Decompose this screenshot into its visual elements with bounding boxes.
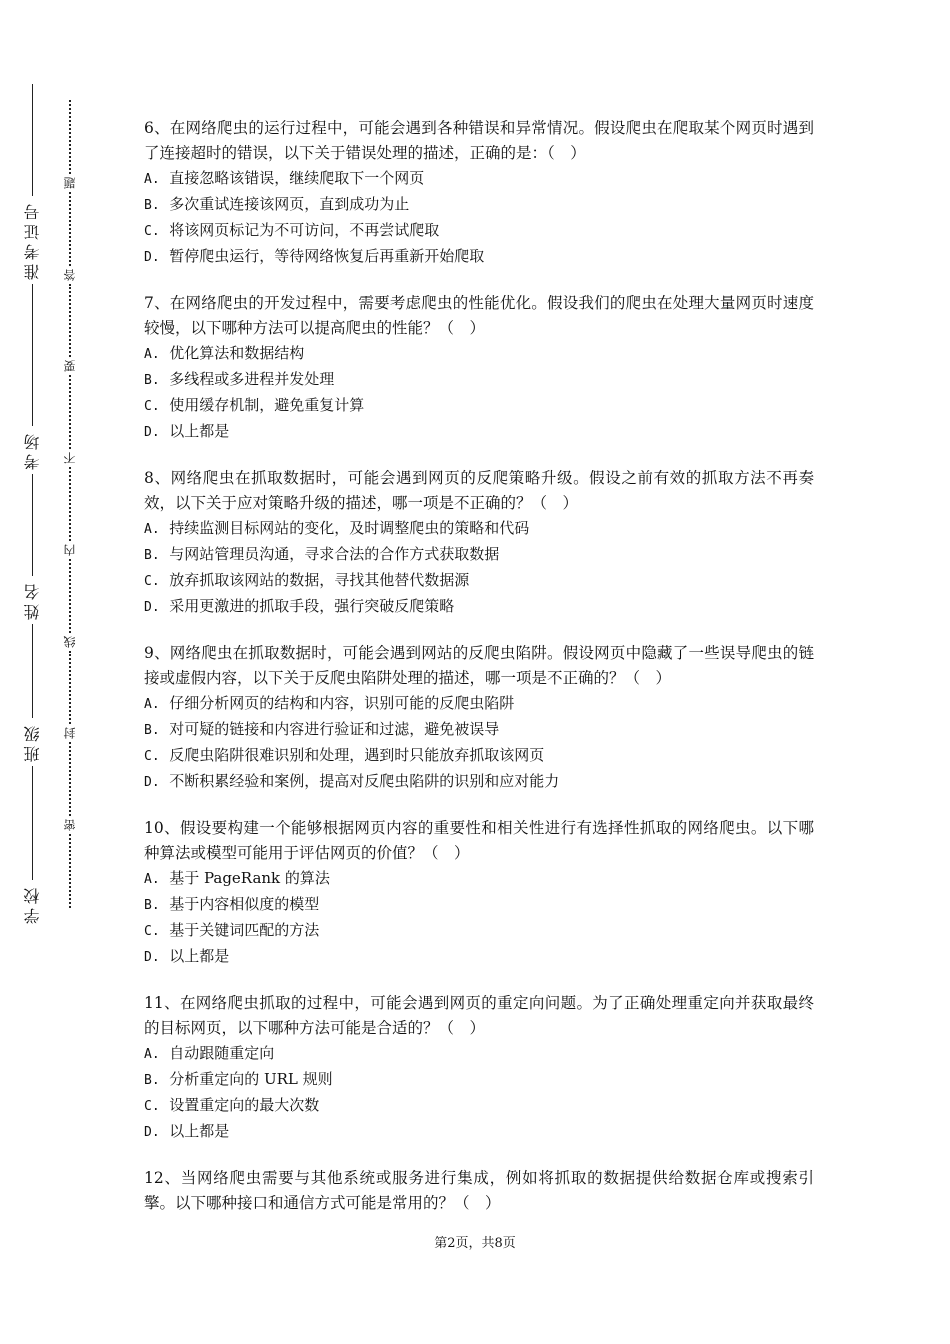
seal-char: 封 [63,727,77,740]
option-b: B. 多次重试连接该网页，直到成功为止 [144,195,410,213]
question-stem: 8、网络爬虫在抓取数据时，可能会遇到网页的反爬策略升级。假设之前有效的抓取方法不再奏效，以下关于应对策略升级的描述，哪一项是不正确的？（ ） [144,469,814,512]
question-10 [144,816,814,970]
question-11 [144,991,814,1145]
seal-char: 线 [63,635,77,648]
class-label-group [16,624,48,766]
question-8 [144,466,814,620]
option-a: A. 直接忽略该错误，继续爬取下一个网页 [144,169,425,187]
name-label: 姓名 [22,580,42,620]
question-7 [144,291,814,445]
seal-char: 答 [63,268,77,281]
seal-line [65,100,75,908]
question-12 [144,1166,814,1216]
exam-id-label: 准考证号 [22,200,42,280]
question-stem: 6、在网络爬虫的运行过程中，可能会遇到各种错误和异常情况。假设爬虫在爬取某个网页时遇到了连接超时的错误，以下关于错误处理的描述，正确的是：（ ） [144,119,814,162]
option-b: B. 与网站管理员沟通，寻求合法的合作方式获取数据 [144,545,500,563]
seal-char: 题 [63,176,77,189]
page-footer: 第2页，共8页 [434,1236,516,1251]
question-stem: 9、网络爬虫在抓取数据时，可能会遇到网站的反爬虫陷阱。假设网页中隐藏了一些误导爬虫的链接或虚假内容，以下关于反爬虫陷阱处理的描述，哪一项是不正确的？（ ） [144,644,814,687]
option-c: C. 反爬虫陷阱很难识别和处理，遇到时只能放弃抓取该网页 [144,746,545,764]
question-9 [144,641,814,795]
option-c: C. 基于关键词匹配的方法 [144,921,320,939]
class-label: 班级 [22,722,42,762]
option-b: B. 对可疑的链接和内容进行验证和过滤，避免被误导 [144,720,500,738]
option-d: D. 暂停爬虫运行，等待网络恢复后再重新开始爬取 [144,247,485,265]
option-a: A. 自动跟随重定向 [144,1044,275,1062]
option-d: D. 以上都是 [144,947,230,965]
school-line [32,766,33,880]
exam-room-line [32,284,33,426]
seal-char: 要 [63,360,77,373]
option-d: D. 以上都是 [144,422,230,440]
question-stem: 7、在网络爬虫的开发过程中，需要考虑爬虫的性能优化。假设我们的爬虫在处理大量网页时速度较慢，以下哪种方法可以提高爬虫的性能？（ ） [144,294,814,337]
question-stem: 10、假设要构建一个能够根据网页内容的重要性和相关性进行有选择性抓取的网络爬虫。以下哪种算法或模型可能用于评估网页的价值？（ ） [144,819,814,862]
exam-room-label: 考场 [22,430,42,470]
seal-char: 内 [63,543,77,556]
question-stem: 11、在网络爬虫抓取的过程中，可能会遇到网页的重定向问题。为了正确处理重定向并获取最终的目标网页，以下哪种方法可能是合适的？（ ） [144,994,814,1037]
option-c: C. 使用缓存机制，避免重复计算 [144,396,365,414]
option-a: A. 优化算法和数据结构 [144,344,305,362]
option-a: A. 持续监测目标网站的变化，及时调整爬虫的策略和代码 [144,519,530,537]
seal-char: 不 [63,452,77,465]
name-label-group [16,474,48,624]
class-line [32,624,33,718]
option-a: A. 仔细分析网页的结构和内容，识别可能的反爬虫陷阱 [144,694,515,712]
question-stem: 12、当网络爬虫需要与其他系统或服务进行集成，例如将抓取的数据提供给数据仓库或搜索引擎。以下哪种接口和通信方式可能是常用的？（ ） [144,1169,814,1212]
option-d: D. 采用更激进的抓取手段，强行突破反爬策略 [144,597,455,615]
question-6 [144,116,814,270]
option-c: C. 将该网页标记为不可访问，不再尝试爬取 [144,221,440,239]
option-c: C. 设置重定向的最大次数 [144,1096,320,1114]
school-label: 学校 [22,884,42,924]
option-b: B. 多线程或多进程并发处理 [144,370,335,388]
exam-id-label-group [16,84,48,284]
option-b: B. 分析重定向的 URL 规则 [144,1070,333,1088]
option-b: B. 基于内容相似度的模型 [144,895,320,913]
option-c: C. 放弃抓取该网站的数据，寻找其他替代数据源 [144,571,470,589]
exam-id-line [32,84,33,196]
exam-room-label-group [16,284,48,474]
option-d: D. 以上都是 [144,1122,230,1140]
name-line [32,474,33,576]
seal-char: 密 [63,819,77,832]
question-list [144,116,814,1237]
option-a: A. 基于 PageRank 的算法 [144,869,330,887]
school-label-group [16,766,48,928]
option-d: D. 不断积累经验和案例，提高对反爬虫陷阱的识别和应对能力 [144,772,560,790]
